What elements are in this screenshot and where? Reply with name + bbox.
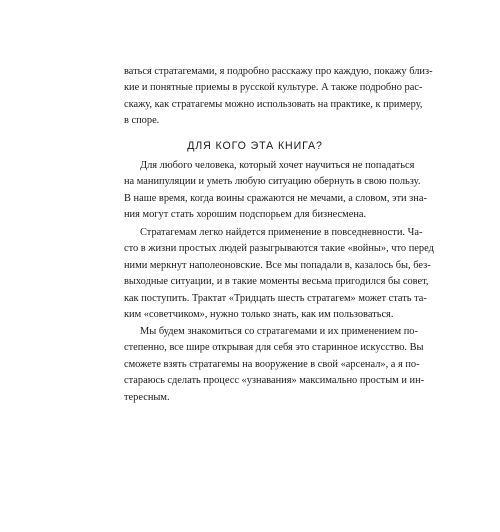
text-line: Стратагемам легко найдется применение в повседневности. Ча- <box>140 227 423 238</box>
paragraph-audience <box>124 158 427 224</box>
text-line: ваться стратагемами, я подробно расскажу про каждую, покажу близ- <box>124 66 433 77</box>
text-line: ними меркнут наполеоновские. Все мы попадали в, казалось бы, без- <box>124 259 431 271</box>
paragraph-intro <box>124 64 433 130</box>
text-line: на манипуляции и уметь любую ситуацию обернуть в свою пользу. <box>124 176 421 188</box>
text-line: степенно, все шире открывая для себя это старинное искусство. Вы <box>124 342 424 354</box>
text-line: как поступить. Трактат «Тридцать шесть стратагем» может стать та- <box>124 292 427 304</box>
text-line: ким «советчиком», нужно только знать, как им пользоваться. <box>124 308 394 320</box>
paragraph-learning <box>124 324 425 406</box>
text-line: Для любого человека, который хочет научиться не попадаться <box>140 160 415 171</box>
text-line: скажу, как стратагемы можно использовать на практике, к примеру, <box>124 98 423 110</box>
section-heading: ДЛЯ КОГО ЭТА КНИГА? <box>187 140 323 152</box>
text-line: стараюсь сделать процесс «узнавания» максимально простым и ин- <box>124 375 425 387</box>
text-line: сто в жизни простых людей разыгрываются такие «войны», что перед <box>124 243 434 255</box>
paragraph-everyday <box>124 225 434 323</box>
text-line: в споре. <box>124 115 160 127</box>
text-line: Мы будем знакомиться со стратагемами и их применением по- <box>140 326 418 337</box>
text-line: сможете взять стратагемы на вооружение в свой «арсенал», а я по- <box>124 358 420 370</box>
text-line: кие и понятные приемы в русской культуре. А также подробно рас- <box>124 82 423 94</box>
text-line: тересным. <box>124 391 170 403</box>
text-line: выходные ситуации, и в такие моменты весьма пригодился бы совет, <box>124 276 429 288</box>
text-line: ния могут стать хорошим подспорьем для бизнесмена. <box>124 209 367 221</box>
text-line: В наше время, когда воины сражаются не мечами, а словом, эти зна- <box>124 192 427 204</box>
